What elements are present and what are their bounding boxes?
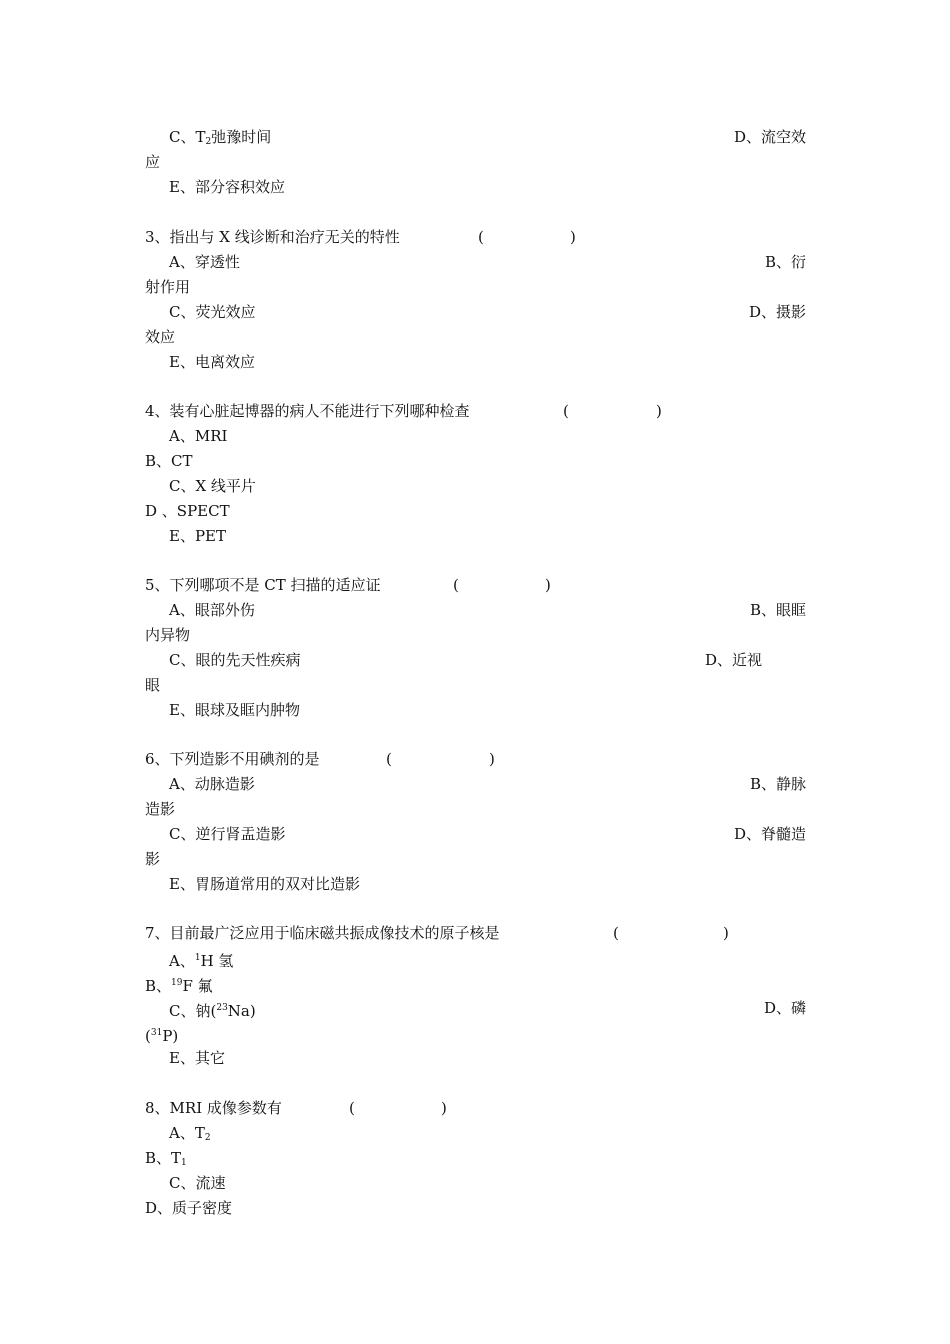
q3-option-d-wrap: 效应 xyxy=(145,328,176,346)
q8-option-c: C、流速 xyxy=(169,1174,226,1192)
q4-option-e: E、PET xyxy=(169,527,226,545)
q2-option-d-wrap: 应 xyxy=(145,153,161,171)
q6-option-b: B、静脉 xyxy=(749,775,806,793)
q4-paren-close: ) xyxy=(656,402,662,420)
q3-stem: 3、指出与 X 线诊断和治疗无关的特性 xyxy=(145,228,400,246)
q5-option-d-wrap: 眼 xyxy=(145,676,161,694)
q5-option-e: E、眼球及眶内肿物 xyxy=(169,701,300,719)
q6-paren-open: ( xyxy=(386,750,392,768)
q4-option-a: A、MRI xyxy=(169,427,228,445)
q3-option-d: D、摄影 xyxy=(748,303,806,321)
q3-option-b-wrap: 射作用 xyxy=(145,278,191,296)
q5-option-a: A、眼部外伤 xyxy=(169,601,255,619)
q7-stem: 7、目前最广泛应用于临床磁共振成像技术的原子核是 xyxy=(145,924,500,942)
q4-paren-open: ( xyxy=(563,402,569,420)
q8-option-d: D、质子密度 xyxy=(145,1199,233,1217)
q6-paren-close: ) xyxy=(489,750,495,768)
q6-option-e: E、胃肠道常用的双对比造影 xyxy=(169,875,360,893)
q3-paren-close: ) xyxy=(570,228,576,246)
q7-option-c: C、钠($^{23}$Na) xyxy=(169,1002,256,1020)
q3-option-c: C、荧光效应 xyxy=(169,303,256,321)
q4-option-d: D 、SPECT xyxy=(145,502,230,520)
q4-option-b: B、CT xyxy=(145,452,193,470)
q6-option-d: D、脊髓造 xyxy=(733,825,806,843)
q7-paren-open: ( xyxy=(613,924,619,942)
q3-option-a: A、穿透性 xyxy=(169,253,240,271)
q6-option-a: A、动脉造影 xyxy=(169,775,255,793)
q3-paren-open: ( xyxy=(478,228,484,246)
q4-stem: 4、装有心脏起博器的病人不能进行下列哪种检查 xyxy=(145,402,470,420)
q5-option-b: B、眼眶 xyxy=(749,601,806,619)
q5-paren-open: ( xyxy=(453,576,459,594)
q8-paren-close: ) xyxy=(441,1099,447,1117)
q5-option-d: D、近视 xyxy=(705,651,763,669)
q6-stem: 6、下列造影不用碘剂的是 xyxy=(145,750,320,768)
q5-option-c: C、眼的先天性疾病 xyxy=(169,651,301,669)
q7-option-d: D、磷 xyxy=(763,999,806,1017)
q3-option-b: B、衍 xyxy=(764,253,806,271)
q8-paren-open: ( xyxy=(349,1099,355,1117)
q7-paren-close: ) xyxy=(723,924,729,942)
q8-option-a: A、$T_2$ xyxy=(169,1124,211,1143)
q5-stem: 5、下列哪项不是 CT 扫描的适应证 xyxy=(145,576,381,594)
q5-option-b-wrap: 内异物 xyxy=(145,626,191,644)
q3-option-e: E、电离效应 xyxy=(169,353,255,371)
q7-option-b: B、$^{19}$F 氟 xyxy=(145,977,213,995)
q2-option-e: E、部分容积效应 xyxy=(169,178,285,196)
q6-option-b-wrap: 造影 xyxy=(145,800,176,818)
q8-stem: 8、MRI 成像参数有 xyxy=(145,1099,282,1117)
q7-option-e: E、其它 xyxy=(169,1049,225,1067)
q8-option-b: B、$T_1$ xyxy=(145,1149,187,1168)
q7-option-a: A、$^1$H 氢 xyxy=(169,952,234,970)
q4-option-c: C、X 线平片 xyxy=(169,477,256,495)
q6-option-d-wrap: 影 xyxy=(145,850,161,868)
q2-option-c: C、$T_2$弛豫时间 xyxy=(169,128,272,147)
q7-option-d-wrap: ($^{31}$P) xyxy=(145,1027,179,1045)
q5-paren-close: ) xyxy=(545,576,551,594)
q6-option-c: C、逆行肾盂造影 xyxy=(169,825,286,843)
q2-option-d: D、流空效 xyxy=(733,128,806,146)
